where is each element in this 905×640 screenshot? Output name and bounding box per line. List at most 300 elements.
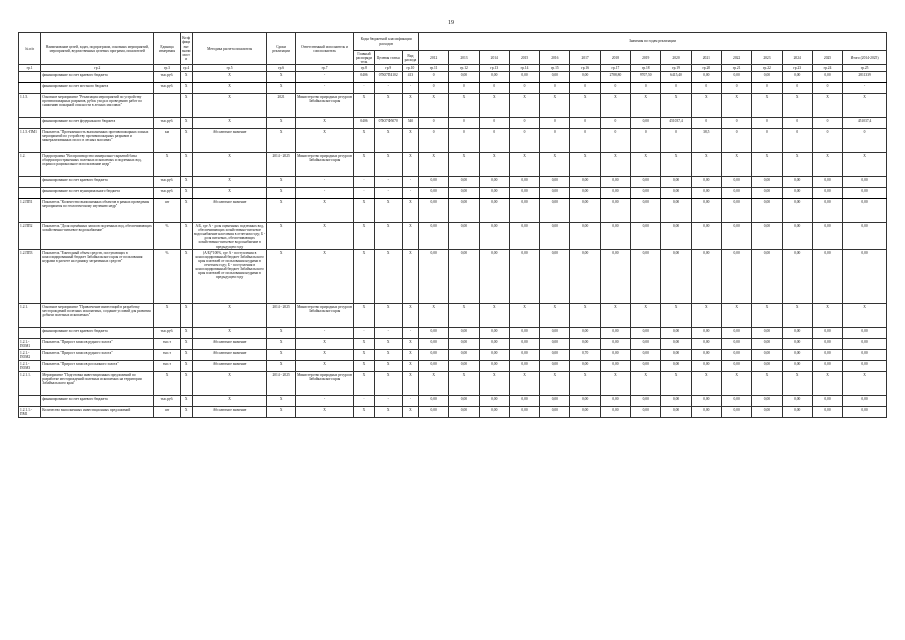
row-year-value: 0,00 — [782, 188, 812, 199]
row-expense-type: X — [402, 372, 418, 396]
row-main-manager: X — [354, 304, 374, 328]
row-year-value: X — [691, 94, 721, 118]
row-unit: тыс.т — [154, 361, 180, 372]
row-expense-type: - — [402, 177, 418, 188]
row-year-value: X — [752, 94, 782, 118]
row-unit: X — [154, 372, 180, 396]
row-number — [19, 177, 41, 188]
row-year-value: 0,00 — [752, 223, 782, 250]
row-year-value: 0 — [721, 118, 751, 129]
row-executor: X — [295, 339, 354, 350]
row-year-value: 0,00 — [509, 223, 539, 250]
column-number: гр.6 — [267, 65, 295, 72]
row-term: X — [267, 72, 295, 83]
row-target-article: X — [374, 129, 402, 153]
row-year-value: 0,00 — [419, 350, 449, 361]
row-year-value: 0,00 — [661, 396, 691, 407]
header-years-group: Значения по годам реализации — [419, 33, 887, 51]
row-name: Показатель "Ежегодный объем средств, поступающих в консолидированный бюджет Забайкальского края от пользования недрами в расчете на единицу затраченных средств" — [41, 250, 154, 304]
row-coef: X — [180, 199, 192, 223]
row-year-value: 0 — [600, 129, 630, 153]
row-year-value: 0,00 — [509, 328, 539, 339]
row-year-value: 0,00 — [600, 396, 630, 407]
row-year-value: 0,00 — [449, 199, 479, 223]
row-executor: X — [295, 250, 354, 304]
row-year-value: 0 — [782, 118, 812, 129]
row-target-article: X — [374, 372, 402, 396]
header-year: 2018 — [600, 51, 630, 65]
row-method: X — [192, 188, 267, 199]
column-number: гр.2 — [41, 65, 154, 72]
row-target-article: X — [374, 223, 402, 250]
row-target-article: - — [374, 328, 402, 339]
column-number: гр.25 — [843, 65, 887, 72]
row-name: Подпрограмма "Воспроизводство минерально-сырьевой базы общераспространенных полезных ископаемых и подземных вод, охрана и рациональное использование недр" — [41, 153, 154, 177]
row-year-value: X — [479, 153, 509, 177]
table-row — [19, 188, 887, 199]
row-year-value: 0,00 — [419, 339, 449, 350]
row-main-manager: - — [354, 83, 374, 94]
row-method: Абсолютное значение — [192, 350, 267, 361]
row-main-manager: 0406 — [354, 72, 374, 83]
column-number: гр.20 — [691, 65, 721, 72]
row-year-value: 0,00 — [449, 396, 479, 407]
column-number: гр.11 — [419, 65, 449, 72]
row-year-value: 0,00 — [782, 339, 812, 350]
row-year-value: 0,00 — [600, 328, 630, 339]
header-year: 2012 — [419, 51, 449, 65]
row-year-value: 0,00 — [570, 199, 600, 223]
row-year-value: 0,00 — [509, 361, 539, 372]
row-year-value: 0 — [540, 129, 570, 153]
row-year-value: X — [691, 153, 721, 177]
column-number: гр.16 — [570, 65, 600, 72]
row-expense-type: X — [402, 223, 418, 250]
row-year-value: X — [600, 94, 630, 118]
row-coef: X — [180, 250, 192, 304]
row-target-article: X — [374, 153, 402, 177]
header-total: Итого (2014-2025) — [843, 51, 887, 65]
row-year-value: 0,00 — [661, 361, 691, 372]
row-year-value: 0,00 — [419, 328, 449, 339]
row-year-value: 0 — [509, 118, 539, 129]
row-main-manager: - — [354, 328, 374, 339]
row-year-value: 0 — [449, 129, 479, 153]
row-year-value: 0,00 — [570, 177, 600, 188]
row-number — [19, 188, 41, 199]
row-year-value: 0,00 — [752, 361, 782, 372]
row-year-value: 0,00 — [509, 339, 539, 350]
table-row — [19, 361, 887, 372]
row-name: финансирование за счет краевого бюджета — [41, 72, 154, 83]
row-year-value: 0,00 — [812, 407, 842, 418]
row-total: 2811339 — [843, 72, 887, 83]
row-method: Абсолютное значение — [192, 407, 267, 418]
row-coef: X — [180, 118, 192, 129]
row-year-value: X — [631, 304, 661, 328]
row-unit: тыс.руб. — [154, 118, 180, 129]
row-year-value: 0,00 — [721, 407, 751, 418]
row-year-value: 0,00 — [419, 199, 449, 223]
row-executor: X — [295, 361, 354, 372]
row-year-value: 0,00 — [752, 407, 782, 418]
row-main-manager: X — [354, 407, 374, 418]
row-coef: X — [180, 188, 192, 199]
table-row — [19, 350, 887, 361]
row-executor: - — [295, 328, 354, 339]
row-number: 1.2. — [19, 153, 41, 177]
row-expense-type: 413 — [402, 72, 418, 83]
row-year-value: 0,00 — [600, 250, 630, 304]
row-method: Абсолютное значение — [192, 339, 267, 350]
row-target-article: X — [374, 94, 402, 118]
column-number: гр.8 — [354, 65, 374, 72]
column-number: гр.3 — [154, 65, 180, 72]
row-term: X — [267, 339, 295, 350]
row-year-value: 0,00 — [449, 72, 479, 83]
row-executor: X — [295, 129, 354, 153]
row-name: Основное мероприятие "Реализация мероприятий по устройству противопожарных разрывов, рубок ухода и проведению работ по снижению пожарной опасности в лесных массивах" — [41, 94, 154, 118]
row-total: 0,00 — [843, 223, 887, 250]
column-number: гр.1 — [19, 65, 41, 72]
row-year-value: 0,00 — [419, 396, 449, 407]
row-term: X — [267, 223, 295, 250]
row-year-value: 0,00 — [509, 177, 539, 188]
row-year-value: 0,00 — [691, 188, 721, 199]
row-year-value: 0,00 — [631, 250, 661, 304]
row-year-value: 0,00 — [540, 396, 570, 407]
row-year-value: X — [661, 372, 691, 396]
row-year-value: 0,00 — [540, 72, 570, 83]
row-year-value: 0,00 — [661, 407, 691, 418]
row-total: 0,00 — [843, 199, 887, 223]
row-total: 451037,4 — [843, 118, 887, 129]
row-executor: - — [295, 177, 354, 188]
row-year-value: 0,00 — [721, 177, 751, 188]
row-year-value: 0,00 — [540, 250, 570, 304]
row-year-value: X — [509, 372, 539, 396]
row-year-value: 0,00 — [721, 250, 751, 304]
column-number: гр.18 — [631, 65, 661, 72]
column-number: гр.13 — [479, 65, 509, 72]
row-year-value: 0,00 — [661, 250, 691, 304]
row-year-value: X — [661, 94, 691, 118]
row-year-value: 0 — [479, 118, 509, 129]
row-year-value: 0,00 — [812, 188, 842, 199]
row-year-value: 0,00 — [449, 339, 479, 350]
row-coef: X — [180, 177, 192, 188]
table-row — [19, 339, 887, 350]
row-method: X — [192, 118, 267, 129]
row-year-value: 0,00 — [691, 223, 721, 250]
row-term: X — [267, 199, 295, 223]
row-year-value: 0,00 — [479, 328, 509, 339]
row-year-value: X — [721, 372, 751, 396]
row-term: 2014 - 2025 — [267, 372, 295, 396]
row-target-article: X — [374, 199, 402, 223]
row-year-value: 0,00 — [540, 350, 570, 361]
row-name: Количество выполненных инвестиционных предложений — [41, 407, 154, 418]
row-method: X — [192, 328, 267, 339]
row-number: 1.2.1.1.-ПМ1 — [19, 407, 41, 418]
row-year-value: 0 — [570, 118, 600, 129]
row-year-value: 0,00 — [509, 396, 539, 407]
row-target-article: X — [374, 250, 402, 304]
row-year-value: 0,00 — [509, 250, 539, 304]
row-executor: X — [295, 223, 354, 250]
row-year-value: 0,00 — [812, 350, 842, 361]
row-number — [19, 72, 41, 83]
table-row — [19, 328, 887, 339]
row-main-manager: - — [354, 396, 374, 407]
header-unit: Единица измерения — [154, 33, 180, 65]
row-year-value: 0,00 — [721, 339, 751, 350]
row-year-value: 0,00 — [479, 350, 509, 361]
row-total: X — [843, 372, 887, 396]
table-row — [19, 407, 887, 418]
row-year-value: 9707,50 — [631, 72, 661, 83]
row-executor: Министерство природных ресурсов Забайкальского края — [295, 372, 354, 396]
row-total: 0,00 — [843, 396, 887, 407]
row-number — [19, 83, 41, 94]
row-year-value: 0,00 — [782, 407, 812, 418]
row-coef: X — [180, 350, 192, 361]
header-term: Сроки реализации — [267, 33, 295, 65]
row-year-value: 0,00 — [752, 396, 782, 407]
row-year-value: 0 — [752, 83, 782, 94]
row-year-value: 0,00 — [661, 328, 691, 339]
row-year-value: 0,00 — [691, 350, 721, 361]
row-year-value: X — [509, 304, 539, 328]
row-year-value: 0 — [449, 83, 479, 94]
row-expense-type: X — [402, 339, 418, 350]
row-executor: - — [295, 72, 354, 83]
table-row — [19, 83, 887, 94]
row-year-value: 0,00 — [570, 223, 600, 250]
row-expense-type: 540 — [402, 118, 418, 129]
table-row — [19, 223, 887, 250]
row-year-value: 0,00 — [661, 350, 691, 361]
row-year-value: X — [631, 153, 661, 177]
row-year-value: 0,00 — [449, 177, 479, 188]
row-year-value: X — [631, 372, 661, 396]
row-year-value: 0,00 — [752, 188, 782, 199]
row-executor: - — [295, 188, 354, 199]
row-name: Показатель "Доля оценённых запасов подземных вод, обеспечивающих хозяйственно-питьевое водоснабжение" — [41, 223, 154, 250]
row-year-value: 0 — [752, 118, 782, 129]
row-year-value: 0,00 — [419, 407, 449, 418]
row-year-value: 0,00 — [509, 407, 539, 418]
row-method: X — [192, 304, 267, 328]
row-year-value: 2788,80 — [600, 72, 630, 83]
row-year-value: 0 — [721, 83, 751, 94]
row-year-value: 0,00 — [782, 177, 812, 188]
row-target-article: - — [374, 83, 402, 94]
row-year-value: 0,00 — [691, 339, 721, 350]
row-method: Абсолютное значение — [192, 129, 267, 153]
header-year: 2019 — [631, 51, 661, 65]
row-year-value: 0,00 — [631, 199, 661, 223]
row-total: 0,00 — [843, 361, 887, 372]
row-year-value: 0 — [600, 83, 630, 94]
row-year-value: 0,00 — [540, 328, 570, 339]
row-year-value: 0,00 — [661, 177, 691, 188]
header-coef: Коэффициент значимости — [180, 33, 192, 65]
row-year-value: X — [782, 94, 812, 118]
row-year-value: X — [782, 372, 812, 396]
row-year-value: 0,00 — [509, 199, 539, 223]
row-total: 0,00 — [843, 339, 887, 350]
row-main-manager: 0406 — [354, 118, 374, 129]
row-expense-type: - — [402, 328, 418, 339]
header-year: 2023 — [752, 51, 782, 65]
row-year-value: 0,00 — [600, 361, 630, 372]
row-year-value: 0,00 — [419, 177, 449, 188]
row-main-manager: - — [354, 177, 374, 188]
row-executor: X — [295, 118, 354, 129]
row-number: 1.2.1.-ПОМ3 — [19, 361, 41, 372]
column-number: гр.21 — [721, 65, 751, 72]
row-year-value: 0,00 — [631, 407, 661, 418]
row-year-value: X — [479, 372, 509, 396]
row-year-value: 0,00 — [540, 199, 570, 223]
row-year-value: 0,00 — [631, 118, 661, 129]
row-year-value: 0 — [721, 129, 751, 153]
row-year-value: 0,00 — [721, 223, 751, 250]
row-coef: X — [180, 153, 192, 177]
row-year-value: X — [691, 304, 721, 328]
row-unit: тыс.руб. — [154, 188, 180, 199]
row-executor: Министерство природных ресурсов Забайкальского края — [295, 153, 354, 177]
row-year-value: 0,00 — [782, 328, 812, 339]
table-row — [19, 153, 887, 177]
row-year-value: 0,00 — [570, 188, 600, 199]
row-year-value: 0,00 — [570, 72, 600, 83]
row-year-value: X — [721, 153, 751, 177]
row-year-value: 0,00 — [540, 188, 570, 199]
row-year-value: 0,00 — [812, 199, 842, 223]
row-year-value: X — [509, 153, 539, 177]
row-year-value: 0,00 — [691, 328, 721, 339]
row-year-value: 0 — [691, 83, 721, 94]
row-year-value: 0 — [419, 72, 449, 83]
row-year-value: X — [570, 153, 600, 177]
row-year-value: 0,00 — [721, 72, 751, 83]
row-number: 1.2.ПП2 — [19, 223, 41, 250]
header-name: Наименование целей, задач, подпрограмм, основных мероприятий, мероприятий, ведомственных целевых программ, показателей — [41, 33, 154, 65]
row-year-value: X — [691, 372, 721, 396]
row-year-value: 0 — [752, 129, 782, 153]
row-term: X — [267, 396, 295, 407]
row-year-value: 0,00 — [600, 350, 630, 361]
row-year-value: 0,00 — [600, 199, 630, 223]
row-year-value: 0 — [661, 83, 691, 94]
row-unit: тыс.руб. — [154, 328, 180, 339]
row-method: А/Б, где А - доля оцененных подземных вод, обеспечивающих хозяйственно-питьевое водоснабжение населения в отчетном году; Б - доля питьевых, обеспечивающих хозяйственно-питьевое водоснабжение в предыдущем году — [193, 223, 266, 249]
row-coef: X — [180, 83, 192, 94]
row-year-value: 0,00 — [449, 188, 479, 199]
row-number — [19, 396, 41, 407]
row-year-value: 0 — [661, 129, 691, 153]
row-target-article: X — [374, 339, 402, 350]
row-term: X — [267, 188, 295, 199]
row-year-value: X — [661, 153, 691, 177]
row-term: X — [267, 350, 295, 361]
row-unit: X — [154, 153, 180, 177]
row-year-value: 0,00 — [752, 199, 782, 223]
row-main-manager: X — [354, 250, 374, 304]
row-year-value: X — [721, 304, 751, 328]
row-main-manager: X — [354, 372, 374, 396]
row-year-value: 0,00 — [600, 407, 630, 418]
row-year-value: X — [812, 372, 842, 396]
row-method: X — [192, 72, 267, 83]
row-year-value: 38,5 — [691, 129, 721, 153]
row-year-value: 0,00 — [812, 250, 842, 304]
row-executor: X — [295, 199, 354, 223]
row-year-value: X — [419, 94, 449, 118]
row-year-value: 0 — [570, 129, 600, 153]
row-main-manager: X — [354, 199, 374, 223]
row-year-value: 0,00 — [812, 339, 842, 350]
header-budget-codes: Коды бюджетной классификации расходов — [354, 33, 419, 51]
row-year-value: 0 — [600, 118, 630, 129]
row-term: X — [267, 407, 295, 418]
row-year-value: 0,00 — [479, 407, 509, 418]
row-year-value: 0,00 — [600, 188, 630, 199]
row-target-article: 07Ю7Ф5070 — [374, 118, 402, 129]
row-term: 2021 — [267, 94, 295, 118]
row-year-value: 0,00 — [419, 250, 449, 304]
row-year-value: X — [570, 372, 600, 396]
row-year-value: 0,00 — [509, 72, 539, 83]
row-main-manager: - — [354, 188, 374, 199]
row-method: X — [192, 153, 267, 177]
column-number: гр.7 — [295, 65, 354, 72]
row-coef: X — [180, 304, 192, 328]
row-name: финансирование за счет краевого бюджета — [41, 177, 154, 188]
row-year-value: X — [540, 372, 570, 396]
row-total: X — [843, 304, 887, 328]
row-year-value: 0,00 — [782, 223, 812, 250]
row-year-value: 0,00 — [449, 250, 479, 304]
row-year-value: 0,00 — [449, 350, 479, 361]
row-number: 1.2.1. — [19, 304, 41, 328]
row-target-article: - — [374, 188, 402, 199]
row-name: Основное мероприятие "Привлечение инвестиций в разработку месторождений полезных ископаемых, создание условий для развития добычи полезных ископаемых" — [41, 304, 154, 328]
row-coef: X — [180, 339, 192, 350]
header-expense-type: Вид расхода — [402, 51, 418, 65]
row-year-value: 0 — [782, 129, 812, 153]
row-year-value: 0,00 — [631, 223, 661, 250]
row-year-value: X — [449, 372, 479, 396]
row-year-value: 0 — [479, 129, 509, 153]
row-method: X — [192, 372, 267, 396]
row-term: X — [267, 361, 295, 372]
table-row — [19, 199, 887, 223]
row-term: 2014 - 2025 — [267, 304, 295, 328]
row-year-value: 0,00 — [691, 199, 721, 223]
row-year-value: X — [752, 304, 782, 328]
row-expense-type: - — [402, 188, 418, 199]
row-year-value: 0,00 — [752, 350, 782, 361]
row-method: (А/Б)*100%, где А - поступления в консолидированный бюджет Забайкальского края платежей от пользования недрами в отчетном году; Б - поступления в консолидированный бюджет Забайкальского края платежей от пользования недрами в предыдущем году — [192, 250, 267, 304]
page-number: 19 — [448, 20, 454, 26]
row-year-value: X — [540, 304, 570, 328]
row-year-value: 0 — [479, 83, 509, 94]
row-year-value: 0,00 — [570, 328, 600, 339]
row-year-value: 0 — [631, 83, 661, 94]
